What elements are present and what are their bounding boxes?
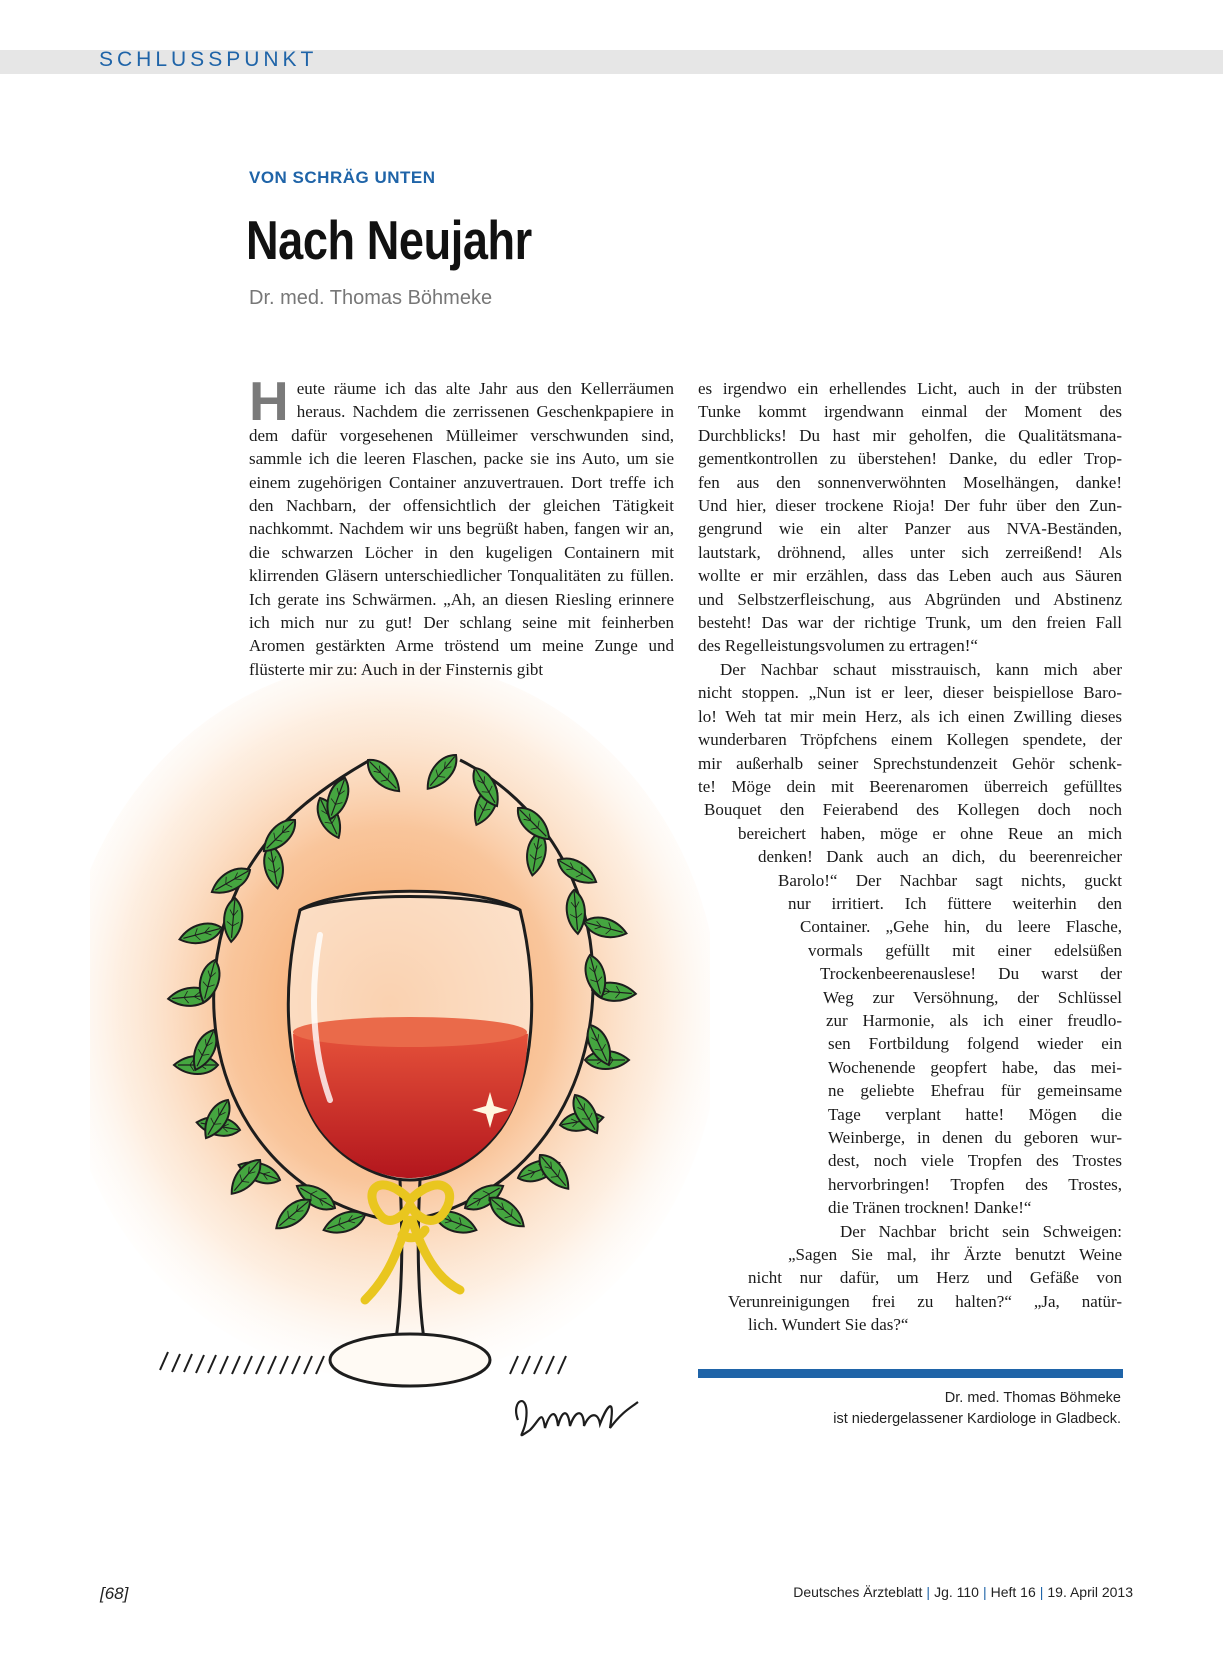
text-line: Tunke kommt irgendwann einmal der Moment des — [698, 402, 1122, 422]
author-rule — [698, 1369, 1123, 1378]
text-line: die Tränen trocknen! Danke!“ — [828, 1198, 1032, 1218]
paragraph-text: eute räume ich das alte Jahr aus den Kellerräumen heraus. Nachdem die zerrissenen Geschenkpapiere in dem dafür vorgesehenen Mülleimer verschwunden sind, sammle ich die leeren Flaschen, packe sie ins Auto, um sie einem zugehörigen Container anzuvertrauen. Dort treffe ich den Nachbarn, der offensichtlich der gleichen Tätigkeit nachkommt. Nachdem wir uns begrüßt haben, fangen wir an, die schwarzen Löcher in den kugeligen Containern mit klirrenden Gläsern unterschiedlicher Tonqualitäten zu füllen. Ich gerate ins Schwärmen. „Ah, an diesen Riesling erinnere ich mich nur zu gut! Der schlang seine mit feinherben Aromen gestärkten Arme tröstend um meine Zunge und flüsterte mir zu: Auch in der Finsternis gibt — [249, 379, 674, 679]
page-number: [68] — [100, 1584, 129, 1603]
text-line: bereichert haben, möge er ohne Reue an mich — [738, 823, 1122, 843]
text-line: vormals gefüllt mit einer edelsüßen — [808, 940, 1122, 960]
text-line: nicht nur dafür, um Herz und Gefäße von — [748, 1268, 1122, 1288]
separator: | — [1039, 1584, 1044, 1600]
text-line: es irgendwo ein erhellendes Licht, auch in der trübsten — [698, 379, 1122, 398]
text-line: Und hier, dieser trockene Rioja! Der fuhr über den Zun- — [698, 496, 1122, 516]
text-line: lo! Weh tat mir mein Herz, als ich einen Zwilling dieses — [698, 706, 1122, 726]
text-line: hervorbringen! Tropfen des Trostes, — [828, 1174, 1122, 1194]
text-line: Barolo!“ Der Nachbar sagt nichts, guckt — [778, 870, 1122, 890]
separator: | — [982, 1584, 987, 1600]
text-line: Bouquet den Feierabend des Kollegen doch noch — [704, 800, 1122, 820]
text-line: ne geliebte Ehefrau für gemeinsame — [828, 1081, 1122, 1101]
journal-footer — [793, 1584, 1133, 1600]
text-line: dest, noch viele Tropfen des Trostes — [828, 1151, 1122, 1171]
article-title: Nach Neujahr — [246, 209, 532, 271]
article-column-1 — [249, 370, 674, 681]
text-line: mir außerhalb seiner Sprechstundenzeit Gehör schenk- — [698, 753, 1122, 773]
text-line: te! Möge dein mit Beerenaromen überreich gefülltes — [698, 776, 1122, 796]
article-column-2 — [698, 377, 1122, 1337]
article-kicker: VON SCHRÄG UNTEN — [249, 168, 436, 187]
article-byline: Dr. med. Thomas Böhmeke — [249, 287, 493, 309]
glass-foot — [330, 1334, 490, 1386]
article-paragraph-1 — [249, 370, 674, 681]
wine-glass-illustration — [90, 660, 710, 1530]
text-line: gementkontrollen zu überstehen! Danke, du edler Trop- — [698, 449, 1122, 469]
text-line: Durchblicks! Du hast mir geholfen, die Qualitätsmana- — [698, 425, 1122, 445]
separator: | — [926, 1584, 931, 1600]
author-description: ist niedergelassener Kardiologe in Gladbeck. — [833, 1411, 1121, 1427]
text-line: Der Nachbar bricht sein Schweigen: — [840, 1221, 1122, 1241]
text-line: nicht stoppen. „Nun ist er leer, dieser beispiellose Baro- — [698, 683, 1122, 703]
text-line: „Sagen Sie mal, ihr Ärzte benutzt Weine — [788, 1245, 1122, 1265]
artist-signature — [516, 1401, 638, 1435]
author-name: Dr. med. Thomas Böhmeke — [944, 1390, 1121, 1406]
text-line: besteht! Das war der richtige Trunk, um den freien Fall — [698, 613, 1122, 633]
journal-issue: Heft 16 — [990, 1584, 1036, 1600]
text-line: wunderbaren Tröpfchens einem Kollegen spendete, der — [698, 730, 1122, 750]
author-note — [698, 1388, 1121, 1430]
text-line: sen Fortbildung folgend wieder ein — [828, 1034, 1122, 1054]
text-line: Container. „Gehe hin, du leere Flasche, — [800, 917, 1122, 937]
section-label: SCHLUSSPUNKT — [99, 48, 318, 71]
text-line: und Selbstzerfleischung, aus Abgründen und Abstinenz — [698, 589, 1122, 609]
text-line: nur irritiert. Ich füttere weiterhin den — [788, 893, 1122, 913]
text-line: Verunreinigungen frei zu halten?“ „Ja, natür- — [728, 1291, 1122, 1311]
text-line: zur Harmonie, als ich einer freudlo- — [826, 1010, 1122, 1030]
text-line: Weinberge, in denen du geboren wur- — [828, 1128, 1122, 1147]
text-line: Trockenbeerenauslese! Du warst der — [820, 964, 1122, 984]
text-line: denken! Dank auch an dich, du beerenreicher — [758, 847, 1122, 867]
text-line: Weg zur Versöhnung, der Schlüssel — [823, 987, 1122, 1007]
journal-name: Deutsches Ärzteblatt — [793, 1584, 923, 1600]
text-line: lich. Wundert Sie das?“ — [748, 1315, 909, 1335]
journal-date: 19. April 2013 — [1047, 1584, 1133, 1600]
text-line: Der Nachbar schaut misstrauisch, kann mich aber — [720, 659, 1122, 679]
text-line: lautstark, dröhnend, alles unter sich zerreißend! Als — [698, 542, 1122, 562]
drop-cap: H — [249, 370, 289, 432]
text-line: Wochenende geopfert habe, das mei- — [828, 1057, 1122, 1077]
text-line: fen aus den sonnenverwöhnten Moselhängen, danke! — [698, 472, 1122, 492]
text-line: Tage verplant hatte! Mögen die — [828, 1104, 1122, 1124]
text-line: des Regelleistungsvolumen zu ertragen!“ — [698, 636, 978, 656]
wine-surface — [293, 1017, 527, 1047]
text-line: gengrund wie ein alter Panzer aus NVA-Beständen, — [698, 519, 1122, 539]
text-line: wollte er mir erzählen, dass das Leben auch aus Säuren — [698, 566, 1122, 586]
journal-volume: Jg. 110 — [934, 1584, 979, 1600]
